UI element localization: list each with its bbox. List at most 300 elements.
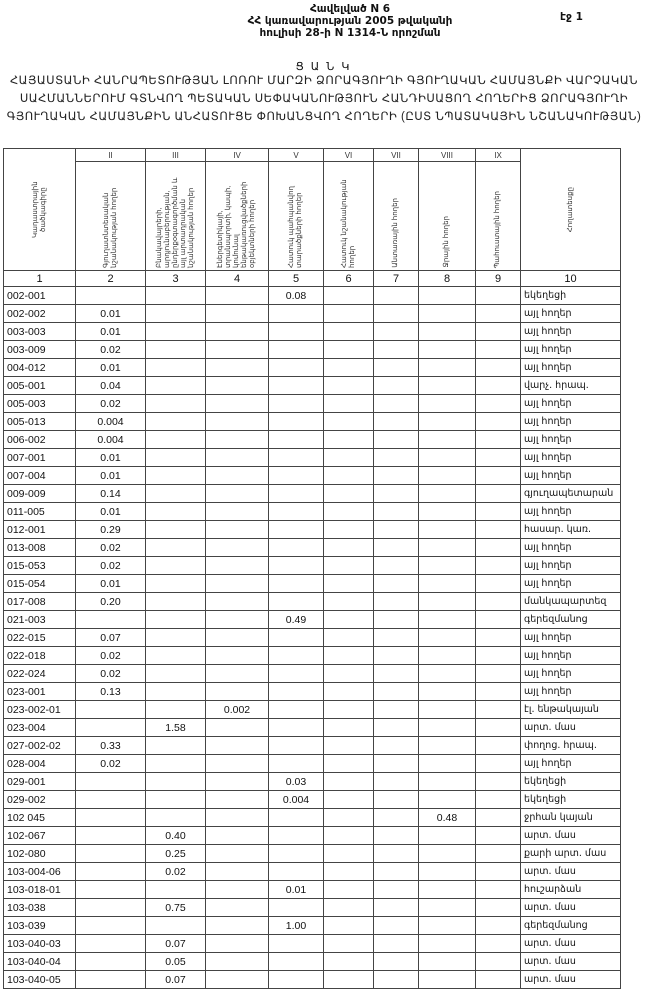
area-cell (76, 917, 146, 935)
area-cell (206, 467, 269, 485)
land-type-cell: այլ հողեր (521, 539, 621, 557)
area-cell (269, 593, 324, 611)
area-cell (206, 683, 269, 701)
area-cell (476, 809, 521, 827)
area-cell (269, 521, 324, 539)
table-row (4, 971, 621, 989)
area-cell (476, 377, 521, 395)
area-cell (476, 629, 521, 647)
area-cell (374, 791, 419, 809)
area-cell: 0.01 (76, 449, 146, 467)
area-cell (146, 809, 206, 827)
area-cell (324, 395, 374, 413)
land-type-cell: արտ. մաս (521, 971, 621, 989)
area-cell: 0.04 (76, 377, 146, 395)
area-cell (476, 773, 521, 791)
area-cell: 0.02 (76, 557, 146, 575)
area-cell (374, 485, 419, 503)
area-cell (206, 593, 269, 611)
area-cell: 0.13 (76, 683, 146, 701)
area-cell (374, 449, 419, 467)
area-cell (476, 431, 521, 449)
table-row (4, 827, 621, 845)
area-cell (476, 611, 521, 629)
area-cell (269, 503, 324, 521)
area-cell: 0.01 (269, 881, 324, 899)
area-cell (76, 845, 146, 863)
land-type-cell: այլ հողեր (521, 359, 621, 377)
area-cell (324, 863, 374, 881)
area-cell: 0.02 (76, 665, 146, 683)
area-cell: 0.004 (76, 431, 146, 449)
column-number-cell: 7 (374, 271, 419, 287)
area-cell (374, 611, 419, 629)
area-cell (269, 863, 324, 881)
area-cell (324, 701, 374, 719)
area-cell (374, 737, 419, 755)
area-cell (476, 395, 521, 413)
area-cell (269, 377, 324, 395)
area-cell (476, 971, 521, 989)
table-row (4, 683, 621, 701)
cadastral-code-cell: 103-040-05 (4, 971, 76, 989)
area-cell (206, 953, 269, 971)
area-cell (146, 755, 206, 773)
area-cell (269, 431, 324, 449)
area-cell (76, 611, 146, 629)
area-cell (206, 611, 269, 629)
area-cell (146, 359, 206, 377)
area-cell (476, 341, 521, 359)
area-cell (374, 773, 419, 791)
cadastral-code-cell: 017-008 (4, 593, 76, 611)
table-row (4, 287, 621, 305)
area-cell (476, 359, 521, 377)
area-cell (324, 503, 374, 521)
area-cell (476, 287, 521, 305)
land-type-cell: այլ հողեր (521, 431, 621, 449)
area-cell (324, 431, 374, 449)
area-cell (476, 503, 521, 521)
area-cell (269, 737, 324, 755)
roman-header-cell: V (269, 149, 324, 162)
area-cell (324, 557, 374, 575)
area-cell (269, 953, 324, 971)
area-cell (269, 755, 324, 773)
column-header-cell (476, 162, 521, 271)
area-cell: 0.40 (146, 827, 206, 845)
area-cell (269, 647, 324, 665)
land-table (3, 148, 621, 989)
land-type-cell: էլ. ենթակայան (521, 701, 621, 719)
area-cell (269, 395, 324, 413)
area-cell (76, 863, 146, 881)
column-header-text: Պահուստային հողեր (494, 190, 501, 268)
land-type-cell: հասար. կառ. (521, 521, 621, 539)
land-type-cell: արտ. մաս (521, 935, 621, 953)
area-cell (206, 773, 269, 791)
area-cell (476, 539, 521, 557)
column-header-text: Անտառային հողեր (392, 198, 399, 268)
area-cell (269, 359, 324, 377)
cadastral-code-cell: 007-004 (4, 467, 76, 485)
land-type-cell: արտ. մաս (521, 719, 621, 737)
area-cell (206, 287, 269, 305)
area-cell (476, 683, 521, 701)
area-cell (374, 575, 419, 593)
area-cell (374, 899, 419, 917)
table-row (4, 557, 621, 575)
area-cell (206, 863, 269, 881)
roman-header-cell: III (146, 149, 206, 162)
area-cell (324, 449, 374, 467)
area-cell (269, 827, 324, 845)
area-cell (206, 737, 269, 755)
area-cell (324, 881, 374, 899)
cadastral-code-cell: 103-018-01 (4, 881, 76, 899)
area-cell (374, 881, 419, 899)
area-cell (206, 899, 269, 917)
area-cell (146, 395, 206, 413)
area-cell (374, 629, 419, 647)
area-cell (146, 917, 206, 935)
table-row (4, 323, 621, 341)
area-cell: 0.33 (76, 737, 146, 755)
land-type-cell: արտ. մաս (521, 899, 621, 917)
area-cell (206, 503, 269, 521)
area-cell (146, 287, 206, 305)
area-cell (206, 305, 269, 323)
column-header-text: Հատուկ պահպանվող տարածքների հողեր (288, 186, 303, 268)
land-type-cell: այլ հողեր (521, 449, 621, 467)
column-header-text: Բնակավայրերի, արդյունաբերության, ընդերքօգտագործման և այլ արտադրական նշանակության հողեր (155, 177, 195, 268)
table-row (4, 611, 621, 629)
area-cell (419, 791, 476, 809)
land-type-cell: այլ հողեր (521, 341, 621, 359)
column-number-cell: 3 (146, 271, 206, 287)
area-cell (476, 755, 521, 773)
area-cell (324, 773, 374, 791)
area-cell (374, 287, 419, 305)
area-cell: 0.07 (76, 629, 146, 647)
area-cell (324, 809, 374, 827)
area-cell (324, 359, 374, 377)
area-cell (324, 917, 374, 935)
cadastral-code-cell: 015-053 (4, 557, 76, 575)
area-cell: 0.01 (76, 305, 146, 323)
column-header-cell (76, 162, 146, 271)
land-type-cell: քարի արտ. մաս (521, 845, 621, 863)
land-type-cell: մանկապարտեզ (521, 593, 621, 611)
area-cell: 0.05 (146, 953, 206, 971)
area-cell (146, 611, 206, 629)
column-number-cell: 5 (269, 271, 324, 287)
area-cell (146, 683, 206, 701)
table-row (4, 413, 621, 431)
area-cell (374, 701, 419, 719)
land-type-cell: այլ հողեր (521, 395, 621, 413)
cadastral-code-cell: 003-003 (4, 323, 76, 341)
area-cell (269, 413, 324, 431)
area-cell (146, 449, 206, 467)
column-number-cell: 4 (206, 271, 269, 287)
area-cell (324, 467, 374, 485)
area-cell (269, 341, 324, 359)
table-row (4, 485, 621, 503)
area-cell (324, 287, 374, 305)
area-cell (146, 557, 206, 575)
cadastral-code-cell: 103-004-06 (4, 863, 76, 881)
area-cell (76, 899, 146, 917)
land-type-cell: եկեղեցի (521, 287, 621, 305)
area-cell (374, 647, 419, 665)
cadastral-code-cell: 102-080 (4, 845, 76, 863)
cadastral-code-cell: 006-002 (4, 431, 76, 449)
table-row (4, 503, 621, 521)
area-cell (374, 809, 419, 827)
area-cell (269, 557, 324, 575)
table-row (4, 305, 621, 323)
table-row (4, 773, 621, 791)
cadastral-code-cell: 007-001 (4, 449, 76, 467)
area-cell (374, 413, 419, 431)
area-cell (374, 305, 419, 323)
area-cell (419, 881, 476, 899)
area-cell: 0.48 (419, 809, 476, 827)
land-type-cell: այլ հողեր (521, 647, 621, 665)
area-cell (419, 845, 476, 863)
cadastral-code-cell: 103-040-04 (4, 953, 76, 971)
area-cell (374, 917, 419, 935)
cadastral-code-cell: 003-009 (4, 341, 76, 359)
area-cell (206, 881, 269, 899)
area-cell (419, 629, 476, 647)
cadastral-code-cell: 028-004 (4, 755, 76, 773)
area-cell (206, 665, 269, 683)
table-row (4, 629, 621, 647)
area-cell (269, 935, 324, 953)
area-cell (206, 917, 269, 935)
area-cell (419, 773, 476, 791)
table-row (4, 755, 621, 773)
column-number-cell: 9 (476, 271, 521, 287)
area-cell (374, 827, 419, 845)
area-cell (324, 413, 374, 431)
table-row (4, 845, 621, 863)
area-cell (146, 521, 206, 539)
area-cell (476, 593, 521, 611)
table-row (4, 449, 621, 467)
land-type-cell: այլ հողեր (521, 575, 621, 593)
roman-header-cell: II (76, 149, 146, 162)
area-cell (324, 539, 374, 557)
area-cell (206, 809, 269, 827)
cadastral-code-cell: 005-003 (4, 395, 76, 413)
table-row (4, 575, 621, 593)
area-cell: 0.01 (76, 503, 146, 521)
area-cell (269, 575, 324, 593)
area-cell (269, 683, 324, 701)
area-cell: 0.02 (76, 647, 146, 665)
area-cell (476, 845, 521, 863)
column-header-text: Ջրային հողեր (443, 216, 450, 268)
area-cell (269, 629, 324, 647)
area-cell (269, 701, 324, 719)
land-type-cell: ջրհան կայան (521, 809, 621, 827)
table-row (4, 521, 621, 539)
roman-header-row (4, 149, 621, 162)
area-cell (476, 647, 521, 665)
area-cell (76, 809, 146, 827)
area-cell (146, 665, 206, 683)
area-cell (419, 467, 476, 485)
area-cell (146, 305, 206, 323)
area-cell: 0.25 (146, 845, 206, 863)
area-cell (374, 845, 419, 863)
area-cell (146, 503, 206, 521)
area-cell (324, 935, 374, 953)
area-cell (324, 755, 374, 773)
area-cell (419, 359, 476, 377)
cadastral-code-cell: 103-040-03 (4, 935, 76, 953)
area-cell (419, 647, 476, 665)
column-number-row (4, 271, 621, 287)
cadastral-code-cell: 023-002-01 (4, 701, 76, 719)
cadastral-code-cell: 004-012 (4, 359, 76, 377)
cadastral-code-cell: 013-008 (4, 539, 76, 557)
area-cell (206, 755, 269, 773)
area-cell: 0.02 (76, 755, 146, 773)
area-cell (419, 935, 476, 953)
area-cell (419, 701, 476, 719)
area-cell (476, 719, 521, 737)
roman-header-cell: VI (324, 149, 374, 162)
area-cell (206, 341, 269, 359)
area-cell (374, 593, 419, 611)
table-row (4, 593, 621, 611)
land-type-cell: եկեղեցի (521, 791, 621, 809)
table-row (4, 341, 621, 359)
cadastral-code-cell: 102 045 (4, 809, 76, 827)
area-cell (206, 431, 269, 449)
column-header-cell (146, 162, 206, 271)
area-cell: 0.03 (269, 773, 324, 791)
area-cell (76, 935, 146, 953)
area-cell (476, 575, 521, 593)
area-cell (374, 467, 419, 485)
area-cell (419, 287, 476, 305)
area-cell (419, 899, 476, 917)
cadastral-code-cell: 011-005 (4, 503, 76, 521)
table-row (4, 431, 621, 449)
area-cell (419, 593, 476, 611)
table-row (4, 539, 621, 557)
area-cell (476, 665, 521, 683)
area-cell (419, 971, 476, 989)
area-cell (324, 845, 374, 863)
area-cell (146, 701, 206, 719)
area-cell (419, 665, 476, 683)
land-type-cell: գերեզմանոց (521, 917, 621, 935)
area-cell (206, 413, 269, 431)
land-type-cell: այլ հողեր (521, 683, 621, 701)
cadastral-code-cell: 002-001 (4, 287, 76, 305)
area-cell (146, 323, 206, 341)
area-cell: 0.01 (76, 359, 146, 377)
area-cell (374, 377, 419, 395)
area-cell (419, 413, 476, 431)
area-cell (419, 611, 476, 629)
area-cell (146, 647, 206, 665)
cadastral-code-cell: 021-003 (4, 611, 76, 629)
document-header (200, 3, 500, 39)
area-cell (269, 845, 324, 863)
cadastral-code-cell: 002-002 (4, 305, 76, 323)
area-cell (476, 449, 521, 467)
area-cell (324, 521, 374, 539)
area-cell: 0.29 (76, 521, 146, 539)
area-cell (476, 917, 521, 935)
area-cell (76, 287, 146, 305)
area-cell (146, 485, 206, 503)
table-row (4, 395, 621, 413)
area-cell (269, 971, 324, 989)
area-cell: 0.004 (269, 791, 324, 809)
area-cell (374, 719, 419, 737)
area-cell (76, 971, 146, 989)
cadastral-code-cell: 103-039 (4, 917, 76, 935)
land-type-cell: այլ հողեր (521, 305, 621, 323)
area-cell (269, 539, 324, 557)
area-cell (419, 431, 476, 449)
area-cell (206, 791, 269, 809)
area-cell (476, 557, 521, 575)
area-cell (476, 305, 521, 323)
cadastral-code-cell: 029-002 (4, 791, 76, 809)
document-heading: Ց Ա Ն Կ (295, 61, 352, 73)
header-line-1: Հավելված N 6 (309, 3, 391, 15)
area-cell (146, 431, 206, 449)
area-cell (476, 953, 521, 971)
area-cell (324, 305, 374, 323)
table-row (4, 809, 621, 827)
table-row (4, 791, 621, 809)
table-row (4, 881, 621, 899)
area-cell (419, 395, 476, 413)
area-cell (146, 593, 206, 611)
area-cell: 0.14 (76, 485, 146, 503)
area-cell (419, 827, 476, 845)
area-cell (269, 305, 324, 323)
area-cell (374, 521, 419, 539)
area-cell (269, 449, 324, 467)
area-cell (324, 899, 374, 917)
area-cell (76, 773, 146, 791)
area-cell (206, 485, 269, 503)
area-cell (324, 719, 374, 737)
area-cell (419, 683, 476, 701)
area-cell (146, 737, 206, 755)
table-row (4, 665, 621, 683)
area-cell (476, 413, 521, 431)
area-cell: 0.02 (76, 341, 146, 359)
table-row (4, 953, 621, 971)
area-cell (419, 755, 476, 773)
roman-header-cell: IV (206, 149, 269, 162)
area-cell (419, 485, 476, 503)
column-header-text: Էներգետիկայի, տրանսպորտի, կապի, կոմունալ ենթակառուցվածքների օբյեկտների հողեր (217, 181, 256, 268)
area-cell (76, 827, 146, 845)
